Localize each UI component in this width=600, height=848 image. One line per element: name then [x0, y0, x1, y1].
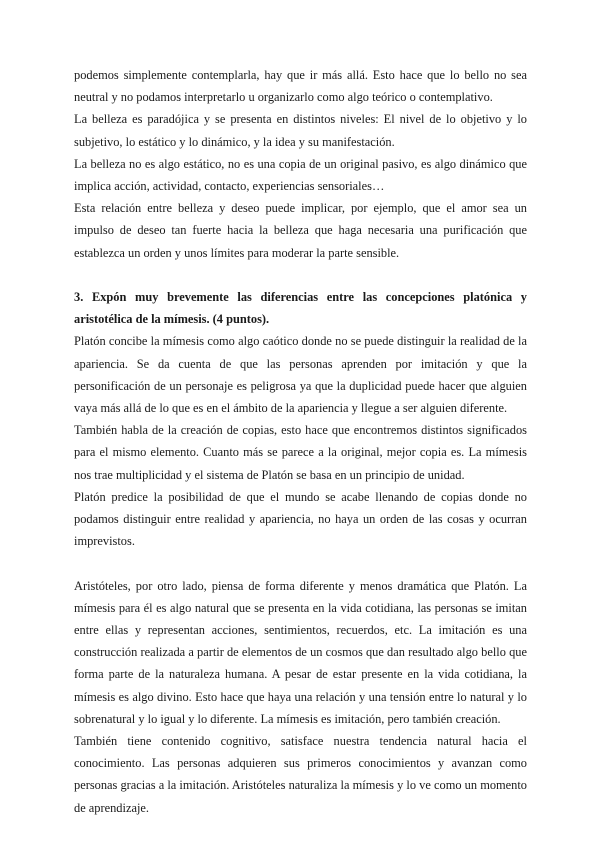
aristotle-paragraph: Aristóteles, por otro lado, piensa de forma diferente y menos dramática que Platón. La mímesis para él es algo natural que se presenta en la vida cotidiana, las personas se imitan entre ellas y representan acciones, sentimientos, recuerdos, etc. La imitación es una construcción realizada a partir de elementos de un cosmos que dan resultado algo bello que forma parte de la naturaleza humana. A pesar de estar presente en la vida cotidiana, la mímesis es algo divino. Esto hace que haya una relación y una tensión entre lo natural y lo sobrenatural y lo igual y lo diferente. La mímesis es imitación, pero también creación. [74, 578, 527, 726]
plato-paragraph: Platón predice la posibilidad de que el mundo se acabe llenando de copias donde no podamos distinguir entre realidad y apariencia, no haya un orden de las cosas y ocurran imprevistos. [74, 489, 527, 549]
document-page [74, 64, 527, 819]
intro-paragraph: La belleza es paradójica y se presenta en distintos niveles: El nivel de lo objetivo y lo subjetivo, lo estático y lo dinámico, y la idea y su manifestación. [74, 112, 527, 149]
question-heading: 3. Expón muy brevemente las diferencias entre las concepciones platónica y aristotélica de la mímesis. (4 puntos). [74, 290, 527, 327]
section-spacer [74, 552, 527, 574]
intro-paragraph: Esta relación entre belleza y deseo puede implicar, por ejemplo, que el amor sea un impulso de deseo tan fuerte hacia la belleza que haga necesaria una purificación que establezca un orden y unos límites para moderar la parte sensible. [74, 201, 527, 260]
intro-paragraph: podemos simplemente contemplarla, hay que ir más allá. Esto hace que lo bello no sea neutral y no podamos interpretarlo u organizarlo como algo teórico o contemplativo. [74, 68, 527, 105]
aristotle-paragraph: También tiene contenido cognitivo, satisface nuestra tendencia natural hacia el conocimiento. Las personas adquieren sus primeros conocimientos y avanzan como personas gracias a la imitación. Aristóteles naturaliza la mímesis y lo ve como un momento de aprendizaje. [74, 734, 527, 815]
intro-paragraph: La belleza no es algo estático, no es una copia de un original pasivo, es algo dinámico que implica acción, actividad, contacto, experiencias sensoriales… [74, 156, 527, 194]
section-spacer [74, 264, 527, 286]
plato-paragraph: Platón concibe la mímesis como algo caótico donde no se puede distinguir la realidad de la apariencia. Se da cuenta de que las personas aprenden por imitación y que la personificación de un personaje es peligrosa ya que la duplicidad puede hacer que alguien vaya más allá de lo que es en el ámbito de la apariencia y llegue a ser alguien diferente. [74, 334, 527, 416]
plato-paragraph: También habla de la creación de copias, esto hace que encontremos distintos significados para el mismo elemento. Cuanto más se parece a la original, mejor copia es. La mímesis nos trae multiplicidad y el sistema de Platón se basa en un principio de unidad. [74, 423, 527, 482]
